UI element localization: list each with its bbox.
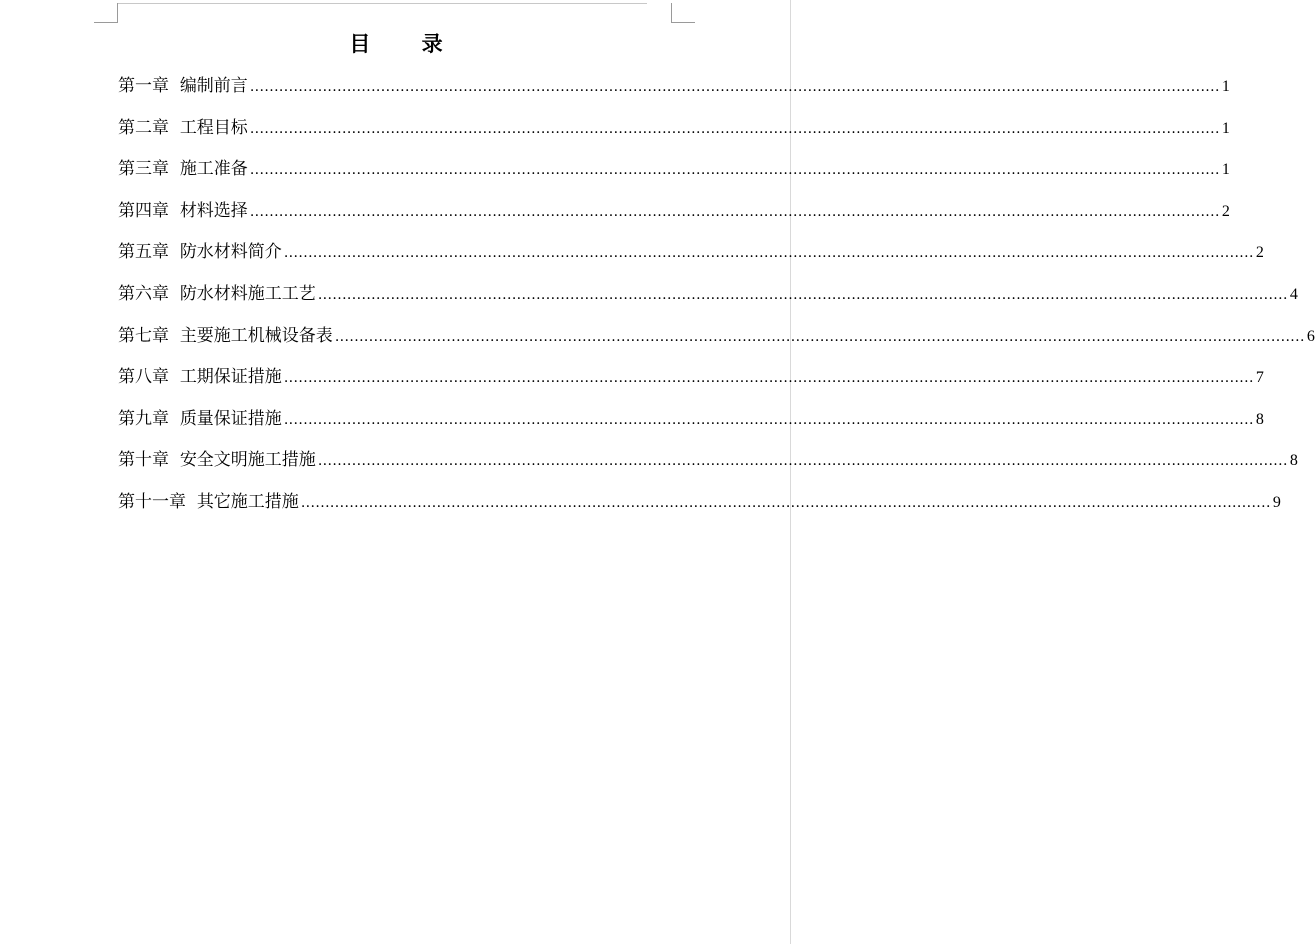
toc-entry-text: 防水材料施工工艺 bbox=[179, 283, 316, 304]
toc-page-number: 4 bbox=[1289, 285, 1298, 303]
toc-entry-text: 主要施工机械设备表 bbox=[179, 325, 333, 346]
toc-chapter-number: 第二章 bbox=[118, 117, 169, 138]
toc-chapter-number: 第五章 bbox=[118, 242, 169, 263]
toc-entry-9[interactable] bbox=[118, 405, 1264, 447]
toc-chapter-number: 第十一章 bbox=[118, 491, 186, 512]
toc-entry-text: 材料选择 bbox=[179, 200, 248, 221]
toc-page-number: 1 bbox=[1221, 78, 1230, 95]
crop-mark-top-right-vertical bbox=[671, 3, 672, 23]
toc-dot-leader: ........................................................................................................................................................................................................ bbox=[283, 370, 1254, 387]
toc-dot-leader: ........................................................................................................................................................................................................ bbox=[317, 453, 1288, 470]
toc-dot-leader: ........................................................................................................................................................................................................ bbox=[249, 120, 1220, 137]
toc-page-number: 8 bbox=[1289, 452, 1298, 470]
toc-page-number: 9 bbox=[1272, 493, 1281, 511]
toc-chapter-number: 第三章 bbox=[118, 159, 169, 180]
toc-entry-10[interactable] bbox=[118, 446, 1298, 488]
toc-dot-leader: ........................................................................................................................................................................................................ bbox=[317, 286, 1288, 303]
toc-dot-leader: ........................................................................................................................................................................................................ bbox=[283, 245, 1254, 262]
toc-entry-text: 其它施工措施 bbox=[196, 491, 299, 512]
toc-page-number: 1 bbox=[1221, 119, 1230, 137]
toc-entry-text: 工程目标 bbox=[179, 117, 248, 138]
toc-entry-text: 防水材料简介 bbox=[179, 242, 282, 263]
toc-entry-2[interactable] bbox=[118, 114, 1230, 156]
toc-entry-3[interactable] bbox=[118, 155, 1230, 197]
toc-page-number: 2 bbox=[1221, 202, 1230, 220]
toc-page-number: 7 bbox=[1255, 369, 1264, 387]
toc-entry-8[interactable] bbox=[118, 363, 1264, 405]
toc-dot-leader: ........................................................................................................................................................................................................ bbox=[283, 411, 1254, 428]
toc-entry-text: 质量保证措施 bbox=[179, 408, 282, 429]
toc-entry-11[interactable] bbox=[118, 488, 1281, 530]
toc-entry-text: 编制前言 bbox=[179, 76, 248, 96]
toc-chapter-number: 第十章 bbox=[118, 450, 169, 471]
toc-entry-7[interactable] bbox=[118, 322, 1315, 364]
toc-dot-leader: ........................................................................................................................................................................................................ bbox=[300, 494, 1271, 511]
toc-page-number: 8 bbox=[1255, 410, 1264, 428]
toc-page-number: 2 bbox=[1255, 244, 1264, 262]
toc-dot-leader: ........................................................................................................................................................................................................ bbox=[249, 203, 1220, 220]
toc-entry-6[interactable] bbox=[118, 280, 1298, 322]
toc-dot-leader: ........................................................................................................................................................................................................ bbox=[249, 79, 1220, 95]
toc-chapter-number: 第八章 bbox=[118, 367, 169, 388]
toc-chapter-number: 第一章 bbox=[118, 76, 169, 96]
table-of-contents bbox=[118, 72, 1315, 530]
toc-chapter-number: 第四章 bbox=[118, 200, 169, 221]
toc-chapter-number: 第九章 bbox=[118, 408, 169, 429]
toc-chapter-number: 第六章 bbox=[118, 283, 169, 304]
crop-mark-top-left bbox=[94, 22, 118, 23]
page-top-rule bbox=[118, 3, 647, 4]
toc-page-number: 1 bbox=[1221, 161, 1230, 179]
toc-entry-text: 工期保证措施 bbox=[179, 367, 282, 388]
toc-dot-leader: ........................................................................................................................................................................................................ bbox=[249, 162, 1220, 179]
toc-entry-1[interactable] bbox=[118, 72, 1230, 114]
toc-title: 目 录 bbox=[349, 31, 465, 56]
toc-entry-4[interactable] bbox=[118, 197, 1230, 239]
toc-entry-text: 安全文明施工措施 bbox=[179, 450, 316, 471]
toc-chapter-number: 第七章 bbox=[118, 325, 169, 346]
toc-entry-5[interactable] bbox=[118, 238, 1264, 280]
crop-mark-top-right bbox=[671, 22, 695, 23]
toc-page-number: 6 bbox=[1306, 327, 1315, 345]
toc-dot-leader: ........................................................................................................................................................................................................ bbox=[334, 328, 1305, 345]
crop-mark-top-left-vertical bbox=[117, 3, 118, 23]
toc-entry-text: 施工准备 bbox=[179, 159, 248, 180]
